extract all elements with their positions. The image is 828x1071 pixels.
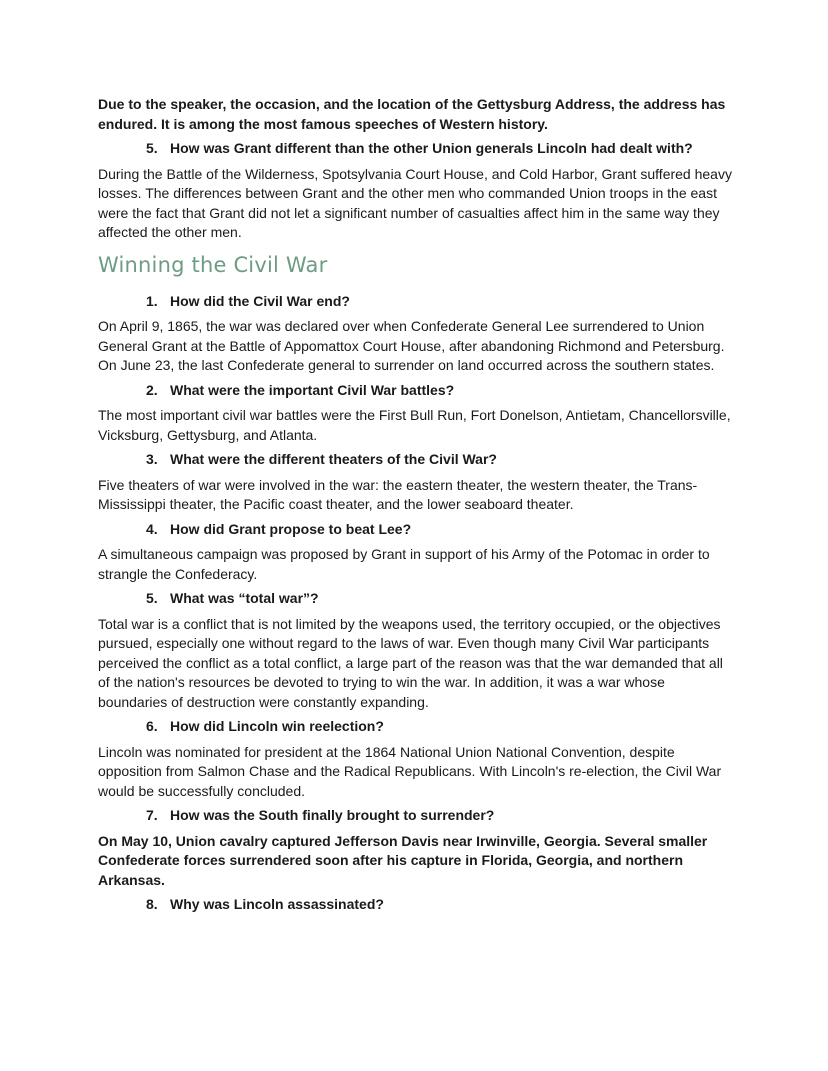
question-number: 3.	[146, 451, 158, 467]
question-number: 1.	[146, 292, 158, 309]
question-number: 7.	[146, 807, 158, 823]
answer-paragraph: Five theaters of war were involved in the war: the eastern theater, the western theater, the Trans-Mississippi theater, the Pacific coast theater, and the lower seaboard theater.	[98, 476, 698, 512]
question-text: What were the important Civil War battles?	[170, 381, 455, 398]
section-heading: Winning the Civil War	[98, 252, 328, 277]
answer-paragraph: On May 10, Union cavalry captured Jefferson Davis near Irwinville, Georgia. Several smaller Confederate forces surrendered soon after his capture in Florida, Georgia, and northern Arkansas.	[98, 832, 708, 888]
question-heading	[98, 381, 732, 401]
question-heading	[98, 717, 732, 737]
question-text: What was “total war”?	[170, 590, 319, 606]
intro-paragraph: Due to the speaker, the occasion, and the location of the Gettysburg Address, the address has endured. It is among the most famous speeches of Western history.	[98, 96, 726, 132]
question-number: 4.	[146, 520, 158, 537]
question-number: 5.	[146, 140, 158, 156]
question-text: How was the South finally brought to surrender?	[170, 807, 495, 823]
answer-paragraph: During the Battle of the Wilderness, Spotsylvania Court House, and Cold Harbor, Grant suffered heavy losses. The differences between Grant and the other men who commanded Union troops in the east were the fact that Grant did not let a significant number of casualties affect him in the same way they affected the other men.	[98, 165, 732, 240]
question-heading	[98, 806, 732, 826]
question-text: How did Grant propose to beat Lee?	[170, 520, 412, 537]
answer-paragraph: The most important civil war battles were the First Bull Run, Fort Donelson, Antietam, Chancellorsville, Vicksburg, Gettysburg, and Atlanta.	[98, 407, 731, 443]
question-text: How was Grant different than the other Union generals Lincoln had dealt with?	[170, 140, 693, 156]
question-heading	[98, 895, 732, 915]
question-number: 8.	[146, 896, 158, 912]
question-text: Why was Lincoln assassinated?	[170, 896, 384, 912]
question-number: 5.	[146, 590, 158, 606]
question-text: What were the different theaters of the Civil War?	[170, 451, 497, 467]
answer-paragraph: Total war is a conflict that is not limited by the weapons used, the territory occupied, or the objectives pursued, especially one without regard to the laws of war. Even though many Civil War participants perceived the conflict as a total conflict, a large part of the reason was that the war demanded that all of the nation's resources be devoted to trying to win the war. In addition, it was a war whose boundaries of destruction were constantly expanding.	[98, 615, 723, 710]
question-heading	[98, 292, 732, 312]
question-number: 2.	[146, 381, 158, 398]
answer-paragraph: A simultaneous campaign was proposed by Grant in support of his Army of the Potomac in order to strangle the Confederacy.	[98, 546, 710, 582]
question-text: How did the Civil War end?	[170, 292, 350, 309]
question-heading	[98, 450, 732, 470]
answer-paragraph: On April 9, 1865, the war was declared over when Confederate General Lee surrendered to Union General Grant at the Battle of Appomattox Court House, after abandoning Richmond and Petersburg. On June 23, the last Confederate general to surrender on land occurred across the southern states.	[98, 318, 725, 373]
question-heading	[98, 520, 732, 540]
answer-paragraph: Lincoln was nominated for president at the 1864 National Union National Convention, despite opposition from Salmon Chase and the Radical Republicans. With Lincoln's re-election, the Civil War would be successfully concluded.	[98, 743, 722, 799]
question-text: How did Lincoln win reelection?	[170, 718, 384, 734]
question-heading	[98, 139, 732, 159]
question-heading	[98, 589, 732, 609]
question-number: 6.	[146, 718, 158, 734]
